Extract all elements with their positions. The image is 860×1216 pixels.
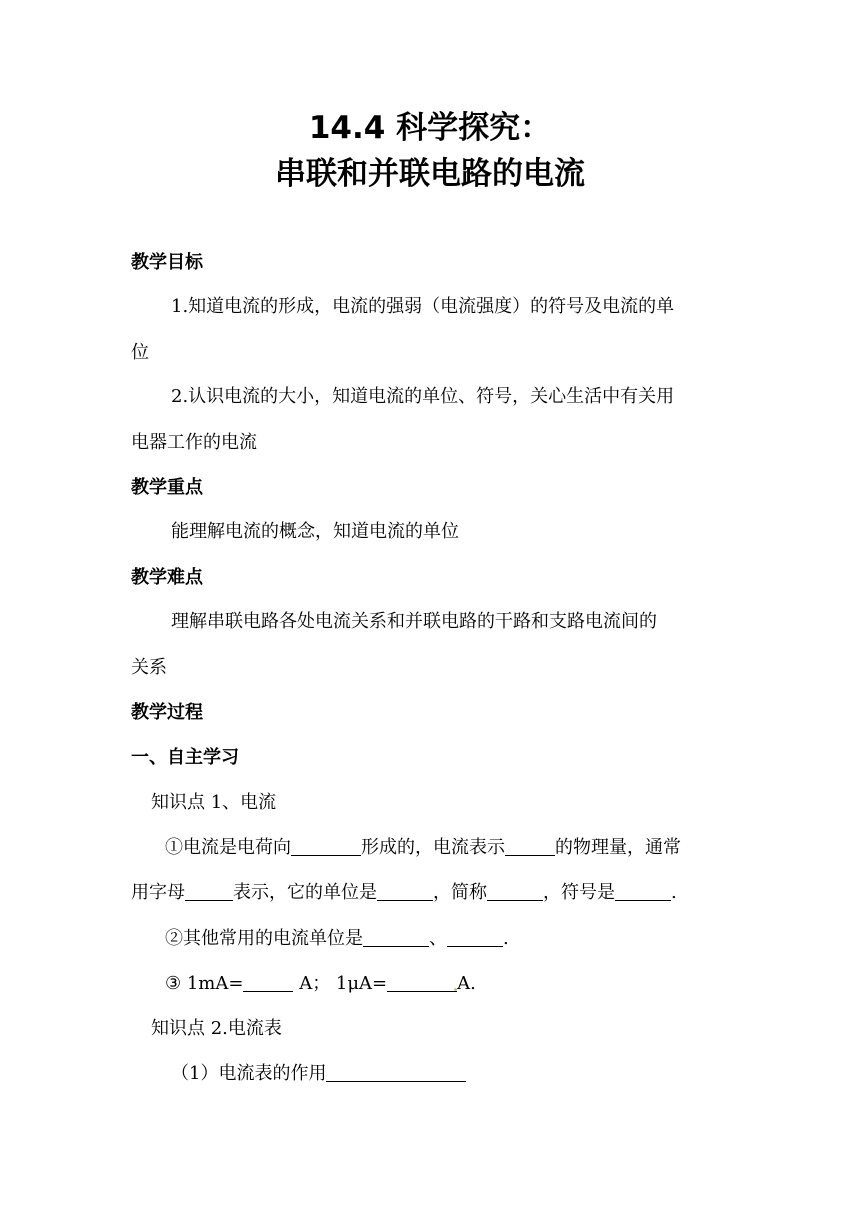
q1-text-7: ，符号是 (543, 882, 615, 903)
kp2-q1-text: （1）电流表的作用 (171, 1063, 327, 1084)
process-heading: 教学过程 (131, 702, 203, 723)
q3-text-1: ③ 1mA= (165, 973, 244, 994)
q1-text-3: 的物理量，通常 (555, 837, 681, 858)
blank-direction[interactable] (291, 835, 361, 856)
knowledge-point-2-title: 知识点 2.电流表 (151, 1018, 282, 1039)
blank-ammeter-function[interactable] (326, 1061, 466, 1082)
goal-1-line-2: 位 (131, 342, 149, 363)
q3-text-2: A； 1μA= (293, 973, 388, 994)
blank-unit[interactable] (377, 880, 433, 901)
knowledge-point-1-title: 知识点 1、电流 (151, 792, 277, 813)
q1-text-8: . (671, 882, 677, 903)
goals-heading: 教学目标 (131, 252, 203, 273)
goal-2-line-2: 电器工作的电流 (131, 432, 257, 453)
blank-symbol[interactable] (615, 880, 671, 901)
goal-1-line-1: 1.知道电流的形成，电流的强弱（电流强度）的符号及电流的单 (171, 296, 675, 317)
q1-text-1: ①电流是电荷向 (165, 837, 291, 858)
q2-text-1: ②其他常用的电流单位是 (165, 928, 363, 949)
difficulty-heading: 教学难点 (131, 567, 203, 588)
blank-ma[interactable] (243, 971, 293, 992)
blank-meaning[interactable] (505, 835, 555, 856)
blank-short-name[interactable] (487, 880, 543, 901)
difficulty-line-1: 理解串联电路各处电流关系和并联电路的干路和支路电流间的 (171, 611, 657, 632)
blank-ua[interactable] (387, 971, 457, 992)
part-1-heading: 一、自主学习 (131, 747, 239, 768)
question-1-line-2 (131, 880, 677, 906)
blank-unit-2[interactable] (447, 926, 503, 947)
blank-letter[interactable] (185, 880, 233, 901)
question-1-line-1 (165, 835, 681, 861)
kp2-question-1-line (171, 1061, 466, 1087)
q1-text-5: 表示，它的单位是 (233, 882, 377, 903)
title-line-1: 14.4 科学探究： (308, 110, 552, 146)
key-heading: 教学重点 (131, 477, 203, 498)
blank-unit-1[interactable] (363, 926, 429, 947)
title-line-2: 串联和并联电路的电流 (275, 156, 585, 192)
difficulty-line-2: 关系 (131, 657, 167, 678)
q2-text-3: . (503, 928, 509, 949)
question-3-line (165, 971, 476, 997)
q2-text-2: 、 (429, 928, 447, 949)
q1-text-6: ，简称 (433, 882, 487, 903)
q1-text-4: 用字母 (131, 882, 185, 903)
q3-text-3: A. (457, 973, 476, 994)
question-2-line (165, 926, 509, 952)
q1-text-2: 形成的，电流表示 (361, 837, 505, 858)
goal-2-line-1: 2.认识电流的大小，知道电流的单位、符号，关心生活中有关用 (171, 386, 675, 407)
key-text: 能理解电流的概念，知道电流的单位 (171, 521, 459, 542)
